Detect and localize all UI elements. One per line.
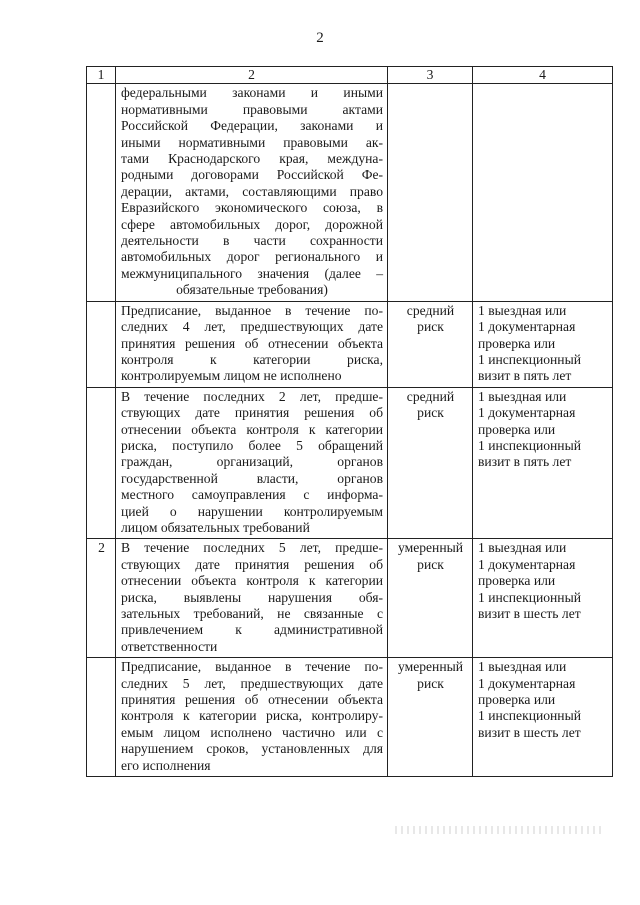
frequency-line: проверка или bbox=[478, 335, 556, 351]
criteria-line: контроля к категории риска, bbox=[121, 351, 383, 367]
criteria-line: ствующих дате принятия решения об bbox=[121, 556, 383, 572]
criteria-line: риска, поступило более 5 обращений bbox=[121, 437, 383, 453]
criteria-line: Евразийского экономического союза, в bbox=[121, 200, 383, 216]
risk-line: умеренный bbox=[397, 540, 464, 556]
criteria-line: федеральными законами и иными bbox=[121, 85, 383, 101]
criteria-line: контроля к категории риска, контролиру- bbox=[121, 708, 383, 724]
criteria-line: лицом обязательных требований bbox=[121, 519, 310, 535]
risk-line: средний bbox=[406, 388, 455, 404]
criteria-cell bbox=[116, 84, 388, 301]
criteria-line: граждан, организаций, органов bbox=[121, 454, 383, 470]
criteria-line: следних 5 лет, предшествующих дате bbox=[121, 675, 383, 691]
frequency-cell bbox=[473, 387, 613, 539]
table-row bbox=[87, 387, 613, 539]
table-row bbox=[87, 658, 613, 777]
risk-line: риск bbox=[417, 319, 444, 335]
criteria-line: риска, выявлены нарушения обя- bbox=[121, 589, 383, 605]
criteria-line: сфере автомобильных дорог, дорожной bbox=[121, 216, 383, 232]
frequency-cell bbox=[473, 84, 613, 301]
header-col-2: 2 bbox=[116, 67, 388, 84]
criteria-line: Предписание, выданное в течение по- bbox=[121, 659, 383, 675]
table-header-row bbox=[87, 67, 613, 84]
criteria-line: родными договорами Российской Фе- bbox=[121, 167, 383, 183]
frequency-cell bbox=[473, 658, 613, 777]
criteria-line: межмуниципального значения (далее – bbox=[121, 265, 383, 281]
frequency-line: 1 инспекционный bbox=[478, 589, 581, 605]
header-col-3: 3 bbox=[388, 67, 473, 84]
risk-category-cell bbox=[388, 387, 473, 539]
criteria-line: тами Краснодарского края, междуна- bbox=[121, 151, 383, 167]
criteria-line: зательных требований, не связанные с bbox=[121, 606, 383, 621]
frequency-line: 1 документарная bbox=[478, 675, 576, 691]
frequency-line: 1 документарная bbox=[478, 405, 576, 421]
criteria-line: местного самоуправления с информа- bbox=[121, 487, 383, 503]
frequency-line: 1 выездная или bbox=[478, 302, 567, 318]
frequency-line: 1 документарная bbox=[478, 556, 576, 572]
header-col-1: 1 bbox=[87, 67, 116, 84]
criteria-line: ствующих дате принятия решения об bbox=[121, 405, 383, 421]
frequency-line: 1 документарная bbox=[478, 319, 576, 335]
table-row bbox=[87, 539, 613, 658]
criteria-line: обязательные требования) bbox=[176, 282, 328, 298]
risk-category-cell bbox=[388, 539, 473, 658]
row-number-cell bbox=[87, 387, 116, 539]
frequency-line: 1 инспекционный bbox=[478, 351, 581, 367]
criteria-line: контролируемым лицом не исполнено bbox=[121, 368, 342, 384]
frequency-line: визит в шесть лет bbox=[478, 724, 581, 740]
criteria-cell bbox=[116, 301, 388, 387]
frequency-line: визит в шесть лет bbox=[478, 606, 581, 621]
criteria-line: деятельности в части сохранности bbox=[121, 233, 383, 249]
risk-category-cell bbox=[388, 658, 473, 777]
criteria-line: принятия решения об отнесении объекта bbox=[121, 335, 383, 351]
row-number-cell bbox=[87, 84, 116, 301]
frequency-line: визит в пять лет bbox=[478, 454, 572, 470]
risk-line: риск bbox=[417, 405, 444, 421]
criteria-line: государственной власти, органов bbox=[121, 470, 383, 486]
row-number-cell: 2 bbox=[87, 539, 116, 658]
frequency-line: 1 инспекционный bbox=[478, 708, 581, 724]
criteria-line: Предписание, выданное в течение по- bbox=[121, 302, 383, 318]
risk-line: риск bbox=[417, 675, 444, 691]
header-col-4: 4 bbox=[473, 67, 613, 84]
frequency-line: проверка или bbox=[478, 573, 556, 589]
criteria-line: отнесении объекта контроля к категории bbox=[121, 573, 383, 589]
criteria-cell bbox=[116, 658, 388, 777]
scan-artifact bbox=[395, 826, 605, 834]
row-number-cell bbox=[87, 658, 116, 777]
page-number: 2 bbox=[316, 30, 324, 46]
criteria-line: привлечением к административной bbox=[121, 622, 383, 638]
criteria-line: В течение последних 2 лет, предше- bbox=[121, 388, 383, 404]
criteria-line: автомобильных дорог регионального и bbox=[121, 249, 383, 265]
criteria-line: емым лицом исполнено частично или с bbox=[121, 724, 383, 740]
table-row bbox=[87, 301, 613, 387]
criteria-line: Российской Федерации, законами и bbox=[121, 118, 383, 134]
criteria-line: цией о нарушении контролируемым bbox=[121, 503, 383, 519]
criteria-line: принятия решения об отнесении объекта bbox=[121, 692, 383, 708]
criteria-cell bbox=[116, 387, 388, 539]
risk-line: умеренный bbox=[397, 659, 464, 675]
risk-line: риск bbox=[417, 556, 444, 572]
criteria-line: отнесении объекта контроля к категории bbox=[121, 421, 383, 437]
criteria-cell bbox=[116, 539, 388, 658]
frequency-cell bbox=[473, 539, 613, 658]
risk-criteria-table bbox=[86, 66, 613, 777]
table-row bbox=[87, 84, 613, 301]
frequency-line: 1 инспекционный bbox=[478, 437, 581, 453]
criteria-line: дерации, актами, составляющими право bbox=[121, 183, 383, 199]
risk-category-cell bbox=[388, 301, 473, 387]
criteria-line: иными нормативными правовыми ак- bbox=[121, 134, 383, 150]
risk-category-cell bbox=[388, 84, 473, 301]
frequency-line: 1 выездная или bbox=[478, 540, 567, 556]
risk-line: средний bbox=[406, 302, 455, 318]
frequency-line: проверка или bbox=[478, 692, 556, 708]
criteria-line: его исполнения bbox=[121, 757, 211, 773]
criteria-line: ответственности bbox=[121, 638, 218, 654]
frequency-line: проверка или bbox=[478, 421, 556, 437]
frequency-line: визит в пять лет bbox=[478, 368, 572, 384]
frequency-line: 1 выездная или bbox=[478, 388, 567, 404]
criteria-line: следних 4 лет, предшествующих дате bbox=[121, 319, 383, 335]
row-number-cell bbox=[87, 301, 116, 387]
criteria-line: В течение последних 5 лет, предше- bbox=[121, 540, 383, 556]
criteria-line: нормативными правовыми актами bbox=[121, 101, 383, 117]
criteria-line: нарушением сроков, установленных для bbox=[121, 741, 383, 757]
frequency-line: 1 выездная или bbox=[478, 659, 567, 675]
frequency-cell bbox=[473, 301, 613, 387]
